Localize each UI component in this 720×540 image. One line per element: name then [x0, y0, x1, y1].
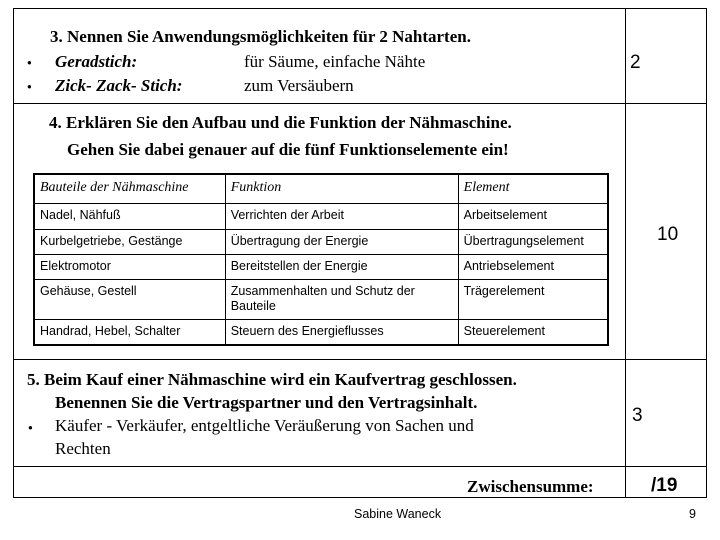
table-row	[34, 255, 608, 280]
q3-use-1: für Säume, einfache Nähte	[244, 52, 426, 71]
question-5-line-1: 5. Beim Kauf einer Nähmaschine wird ein Kaufvertrag geschlossen.	[27, 370, 517, 389]
table-row	[34, 230, 608, 255]
table-header-function: Funktion	[225, 174, 458, 204]
q3-use-2: zum Versäubern	[244, 76, 354, 95]
table-cell: Arbeitselement	[458, 204, 608, 230]
page-number: 9	[689, 507, 696, 521]
q5-answer-line-2: Rechten	[55, 439, 111, 458]
table-header-element: Element	[458, 174, 608, 204]
table-cell: Nadel, Nähfuß	[34, 204, 225, 230]
table-cell: Übertragung der Energie	[225, 230, 458, 255]
q5-answer-line-1: Käufer - Verkäufer, entgeltliche Veräußerung von Sachen und	[55, 416, 474, 435]
sewing-machine-table	[33, 173, 609, 346]
subtotal-label: Zwischensumme:	[467, 477, 594, 496]
subtotal-value: /19	[651, 475, 678, 496]
section-divider-q3	[13, 103, 707, 104]
points-column-divider	[625, 8, 626, 498]
table-cell: Elektromotor	[34, 255, 225, 280]
bullet-icon: ●	[27, 58, 32, 67]
table-cell: Zusammenhalten und Schutz der Bauteile	[225, 280, 458, 320]
q3-term-2: Zick- Zack- Stich:	[55, 76, 183, 95]
question-4-line-2: Gehen Sie dabei genauer auf die fünf Funktionselemente ein!	[67, 140, 509, 159]
section-divider-q4	[13, 359, 707, 360]
table-cell: Verrichten der Arbeit	[225, 204, 458, 230]
table-cell: Übertragungselement	[458, 230, 608, 255]
table-header-row	[34, 174, 608, 204]
table-row	[34, 320, 608, 345]
footer-author: Sabine Waneck	[354, 507, 442, 521]
q4-points: 10	[657, 224, 679, 245]
table-cell: Steuern des Energieflusses	[225, 320, 458, 345]
bullet-icon: ●	[28, 423, 33, 432]
table-header-parts: Bauteile der Nähmaschine	[34, 174, 225, 204]
table-row	[34, 280, 608, 320]
table-cell: Trägerelement	[458, 280, 608, 320]
table-cell: Handrad, Hebel, Schalter	[34, 320, 225, 345]
table-cell: Gehäuse, Gestell	[34, 280, 225, 320]
q5-points: 3	[632, 405, 643, 426]
question-3: 3. Nennen Sie Anwendungsmöglichkeiten für 2 Nahtarten.	[50, 27, 471, 46]
table-cell: Antriebselement	[458, 255, 608, 280]
table-cell: Kurbelgetriebe, Gestänge	[34, 230, 225, 255]
section-divider-q5	[13, 466, 707, 467]
table-row	[34, 204, 608, 230]
table-cell: Bereitstellen der Energie	[225, 255, 458, 280]
q3-term-1: Geradstich:	[55, 52, 138, 71]
q3-points: 2	[630, 52, 641, 73]
table-cell: Steuerelement	[458, 320, 608, 345]
bullet-icon: ●	[27, 82, 32, 91]
question-5-line-2: Benennen Sie die Vertragspartner und den Vertragsinhalt.	[55, 393, 478, 412]
question-4-line-1: 4. Erklären Sie den Aufbau und die Funktion der Nähmaschine.	[49, 113, 512, 132]
